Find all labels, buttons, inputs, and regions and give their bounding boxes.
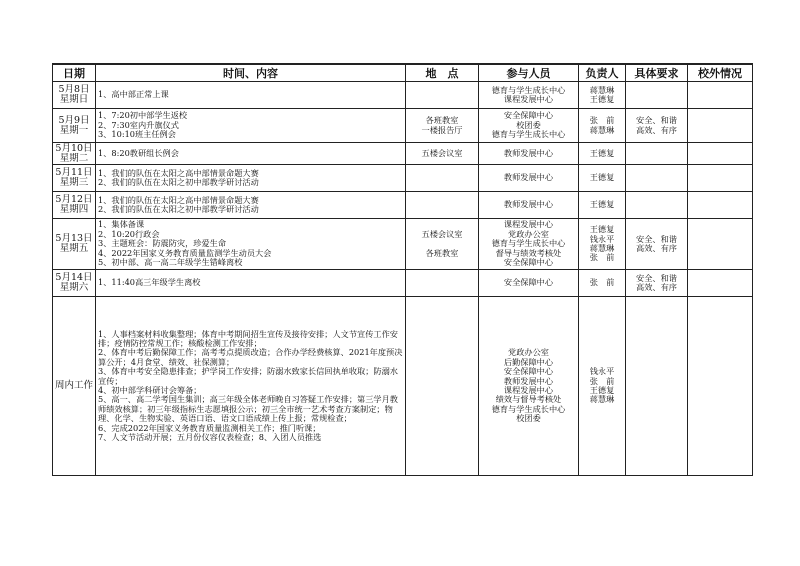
content-cell (96, 165, 406, 192)
table-row (53, 297, 753, 476)
participants-line: 督导与绩效考核处 (495, 247, 562, 258)
content-cell (96, 82, 406, 109)
participants-line: 党政办公室 (508, 347, 549, 358)
outside-cell (688, 143, 753, 165)
requirement-line: 安全、和谐 (636, 272, 677, 283)
content-line: 1、7:20初中部学生返校 (98, 110, 188, 121)
responsible-line: 王德复 (589, 147, 615, 158)
responsible-line: 张 前 (589, 115, 615, 126)
responsible-cell (579, 270, 626, 297)
header-outside: 校外情况 (688, 64, 753, 82)
content-cell (96, 192, 406, 219)
outside-cell (688, 82, 753, 109)
participants-cell (479, 192, 579, 219)
content-cell (96, 297, 406, 476)
requirement-cell (626, 165, 688, 192)
content-line: 3、主题班会：防震防灾，珍爱生命 (98, 238, 227, 249)
date-line: 5月9日 (58, 114, 90, 126)
date-cell (53, 165, 96, 192)
responsible-line: 张 前 (589, 375, 615, 386)
date-line: 5月12日 (55, 194, 93, 205)
content-line: 2、7:30室内升旗仪式 (98, 119, 179, 130)
content-line: 1、我们的队伍在太阳之高中部情景命题大赛 (98, 194, 259, 205)
participants-line: 德育与学生成长中心 (491, 129, 566, 140)
responsible-cell (579, 109, 626, 143)
content-line: 1、集体备课 (98, 219, 145, 230)
header-content: 时间、内容 (96, 64, 406, 82)
table-row (53, 219, 753, 270)
responsible-line: 王德复 (589, 385, 615, 395)
content-line: 2、体育中考后勤保障工作；高考考点提质改造；合作办学经费核算、2021年度预决算公开；4月食堂、绩效、社保测算； (98, 347, 403, 367)
participants-cell (479, 143, 579, 165)
responsible-cell (579, 82, 626, 109)
participants-line: 安全保障中心 (503, 277, 554, 288)
content-cell (96, 109, 406, 143)
date-line: 5月13日 (55, 233, 93, 244)
participants-line: 课程发展中心 (503, 94, 554, 104)
responsible-line: 王德复 (589, 172, 615, 183)
responsible-line: 王德复 (589, 224, 615, 235)
participants-line: 校团委 (516, 119, 541, 130)
participants-line: 课程发展中心 (503, 385, 554, 395)
content-line: 7、人文节活动开展；五月份仪容仪表检查；8、入团人员推选 (98, 432, 322, 443)
responsible-cell (579, 165, 626, 192)
location-line: 各班教室 (425, 115, 459, 126)
outside-cell (688, 192, 753, 219)
content-line: 1、高中部正常上课 (98, 89, 169, 100)
responsible-line: 蒋慧琳 (589, 243, 615, 253)
table-row (53, 109, 753, 143)
participants-line: 后勤保障中心 (503, 356, 554, 367)
requirement-line: 安全、和谐 (636, 233, 677, 244)
requirement-cell (626, 297, 688, 476)
content-cell (96, 143, 406, 165)
header-requirement: 具体要求 (626, 64, 688, 82)
location-cell (406, 192, 479, 219)
participants-cell (479, 219, 579, 270)
participants-line: 课程发展中心 (503, 219, 554, 230)
date-cell (53, 297, 96, 476)
content-line: 3、体育中考安全隐患排查；护学岗工作安排；防溺水致家长信回执单收取；防溺水宣传； (98, 366, 398, 386)
date-cell (53, 219, 96, 270)
participants-cell (479, 109, 579, 143)
content-line: 5、高一、高二学考国生集训；高三年级全体老师晚自习答疑工作安排；第三学月教师绩效核算；初三年级指标生志愿填报公示；初三全市统一艺术考查方案制定；物理、化学、生物实验、英语口语、语文口语成绩上传上报；常规检查； (98, 394, 398, 424)
outside-cell (688, 165, 753, 192)
outside-cell (688, 219, 753, 270)
requirement-line: 高效、有序 (636, 243, 677, 253)
responsible-line: 钱永平 (589, 233, 615, 244)
date-line: 星期五 (59, 243, 89, 254)
date-line: 5月11日 (55, 167, 93, 178)
responsible-cell (579, 297, 626, 476)
content-line: 1、我们的队伍在太阳之高中部情景命题大赛 (98, 167, 259, 178)
location-cell (406, 82, 479, 109)
location-cell (406, 165, 479, 192)
requirement-cell (626, 143, 688, 165)
location-cell (406, 219, 479, 270)
date-line: 星期三 (59, 177, 89, 188)
responsible-cell (579, 192, 626, 219)
date-line: 5月10日 (55, 142, 93, 154)
content-line: 2、10:20行政会 (98, 228, 160, 239)
responsible-cell (579, 143, 626, 165)
participants-line: 校团委 (516, 413, 541, 424)
responsible-line: 张 前 (589, 277, 615, 288)
content-line: 4、初中部学科研讨会筹备； (98, 385, 202, 395)
participants-line: 教师发展中心 (503, 147, 554, 158)
table-row (53, 82, 753, 109)
requirement-cell (626, 270, 688, 297)
content-line: 5、初中部、高一高二年级学生错峰离校 (98, 257, 243, 268)
participants-line: 德育与学生成长中心 (491, 238, 566, 249)
date-cell (53, 82, 96, 109)
header-row (53, 64, 753, 82)
requirement-cell (626, 109, 688, 143)
participants-line: 党政办公室 (508, 228, 549, 239)
content-line: 1、人事档案材料收集整理；体育中考期间招生宣传及接待安排；人文节宣传工作安排；疫情防控常规工作；核酸检测工作安排； (98, 328, 398, 348)
table-row (53, 165, 753, 192)
date-line: 星期四 (59, 204, 89, 215)
participants-line: 安全保障中心 (503, 366, 554, 377)
date-cell (53, 143, 96, 165)
participants-cell (479, 82, 579, 109)
date-line: 星期六 (59, 282, 89, 293)
content-line: 1、11:40高三年级学生离校 (98, 277, 201, 288)
requirement-cell (626, 219, 688, 270)
participants-line: 德育与学生成长中心 (491, 84, 566, 95)
location-line: 各班教室 (425, 247, 459, 258)
responsible-line: 王德复 (589, 199, 615, 210)
participants-line: 教师发展中心 (503, 199, 554, 210)
outside-cell (688, 297, 753, 476)
responsible-line: 蒋慧琳 (589, 124, 615, 135)
participants-line: 安全保障中心 (503, 110, 554, 121)
date-line: 5月8日 (58, 84, 90, 95)
outside-cell (688, 109, 753, 143)
date-line: 星期日 (59, 94, 89, 105)
header-participants: 参与人员 (479, 64, 579, 82)
participants-line: 教师发展中心 (503, 172, 554, 183)
date-line: 周内工作 (55, 380, 94, 391)
requirement-line: 高效、有序 (636, 124, 677, 135)
participants-cell (479, 165, 579, 192)
participants-line: 德育与学生成长中心 (491, 403, 566, 414)
participants-line: 教师发展中心 (503, 375, 554, 386)
content-line: 1、8:20教研组长例会 (98, 147, 179, 158)
weekly-schedule-sheet (52, 63, 752, 476)
responsible-line: 张 前 (589, 252, 615, 263)
content-line: 6、完成2022年国家义务教育质量监测相关工作；推门听课； (98, 422, 321, 433)
location-line: 五楼会议室 (421, 147, 463, 158)
header-date: 日期 (53, 64, 96, 82)
date-cell (53, 270, 96, 297)
content-cell (96, 270, 406, 297)
content-cell (96, 219, 406, 270)
table-row (53, 270, 753, 297)
location-cell (406, 297, 479, 476)
header-location: 地 点 (406, 64, 479, 82)
responsible-line: 蒋慧琳 (589, 84, 615, 95)
participants-cell (479, 270, 579, 297)
participants-cell (479, 297, 579, 476)
header-responsible: 负责人 (579, 64, 626, 82)
date-cell (53, 192, 96, 219)
date-line: 5月14日 (55, 272, 93, 283)
content-line: 2、我们的队伍在太阳之初中部教学研讨活动 (98, 204, 259, 214)
content-line: 2、我们的队伍在太阳之初中部教学研讨活动 (98, 177, 259, 187)
responsible-cell (579, 219, 626, 270)
schedule-table (52, 63, 753, 476)
content-line: 3、10:10班主任例会 (98, 129, 176, 140)
date-line: 星期二 (59, 152, 89, 164)
content-line: 4、2022年国家义务教育质量监测学生动员大会 (98, 247, 272, 258)
location-cell (406, 143, 479, 165)
location-cell (406, 270, 479, 297)
requirement-cell (626, 192, 688, 219)
participants-line: 安全保障中心 (503, 257, 554, 268)
requirement-cell (626, 82, 688, 109)
outside-cell (688, 270, 753, 297)
responsible-line: 王德复 (589, 94, 615, 104)
table-row (53, 192, 753, 219)
responsible-line: 蒋慧琳 (589, 394, 615, 405)
location-line: 五楼会议室 (421, 228, 463, 239)
table-row (53, 143, 753, 165)
requirement-line: 高效、有序 (636, 282, 677, 292)
date-line: 星期一 (59, 124, 89, 136)
location-line: 一楼报告厅 (421, 124, 463, 135)
requirement-line: 安全、和谐 (636, 115, 677, 126)
date-cell (53, 109, 96, 143)
location-cell (406, 109, 479, 143)
responsible-line: 钱永平 (589, 366, 615, 377)
participants-line: 绩效与督导考核处 (495, 394, 562, 405)
